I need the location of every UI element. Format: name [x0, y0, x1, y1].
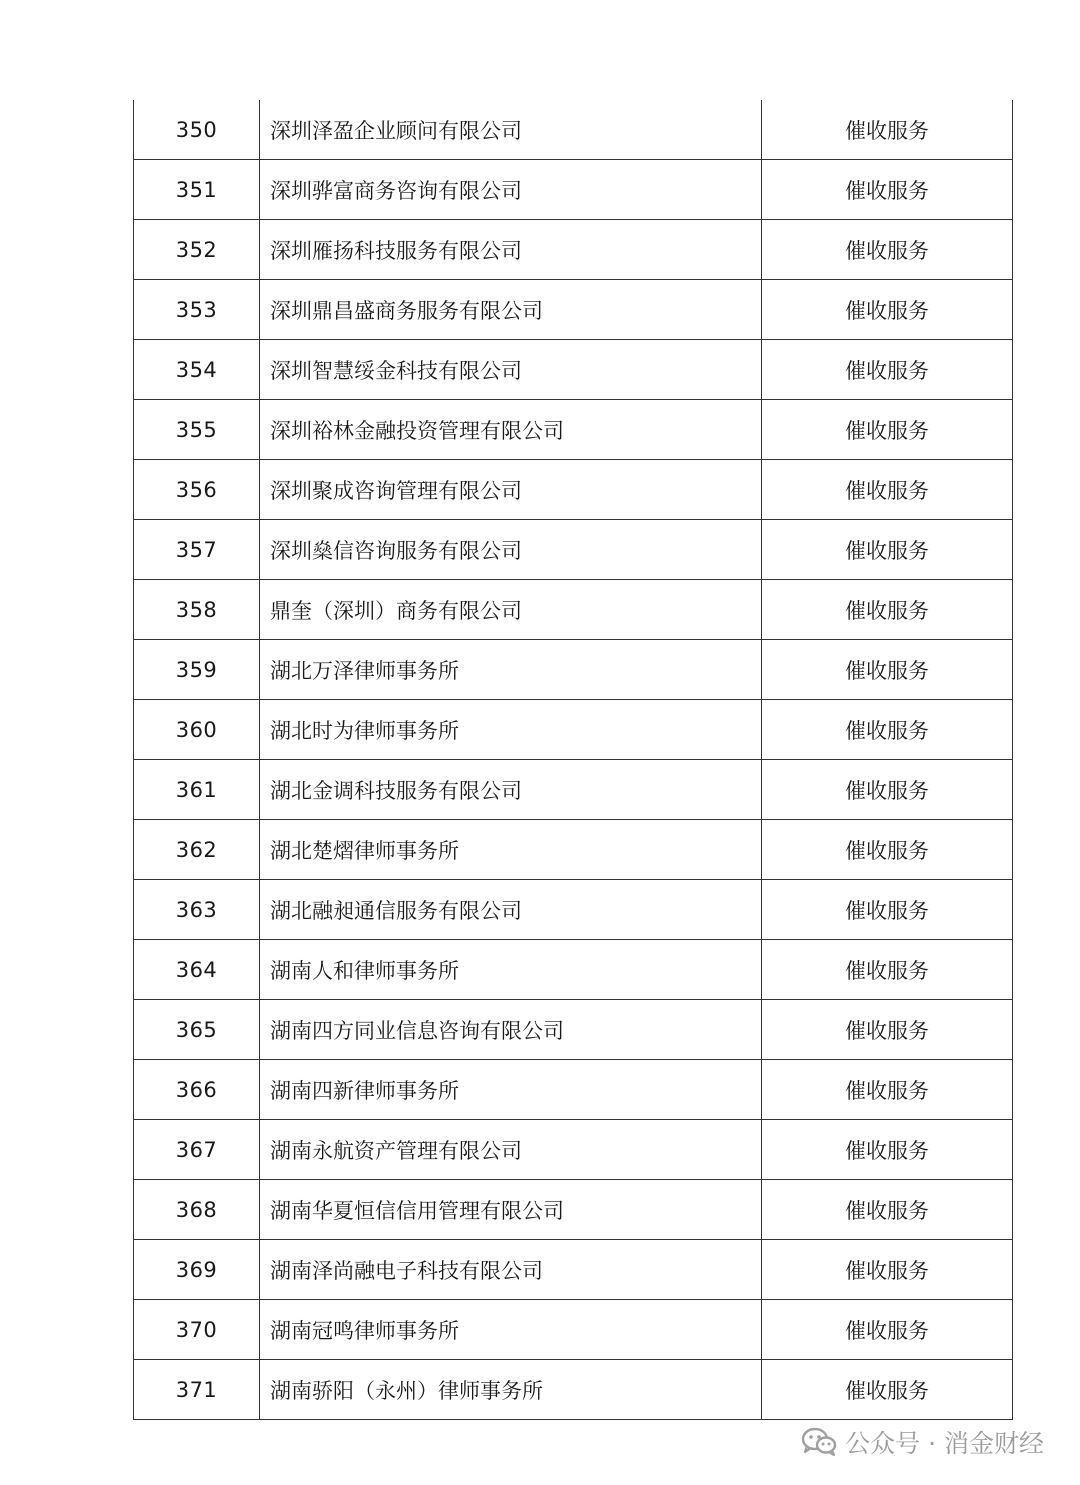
service-type: 催收服务 [762, 1240, 1013, 1300]
company-name: 湖南骄阳（永州）律师事务所 [260, 1360, 762, 1420]
row-number: 364 [134, 940, 260, 1000]
row-number: 361 [134, 760, 260, 820]
company-table [133, 100, 1013, 1420]
service-type: 催收服务 [762, 1360, 1013, 1420]
table-row [134, 880, 1013, 940]
company-name: 湖北万泽律师事务所 [260, 640, 762, 700]
company-name: 深圳智慧绥金科技有限公司 [260, 340, 762, 400]
company-name: 湖南冠鸣律师事务所 [260, 1300, 762, 1360]
table-row [134, 760, 1013, 820]
row-number: 371 [134, 1360, 260, 1420]
watermark-text: 公众号 · 消金财经 [845, 1429, 1044, 1458]
table-row [134, 1360, 1013, 1420]
service-type: 催收服务 [762, 400, 1013, 460]
company-name: 深圳鼎昌盛商务服务有限公司 [260, 280, 762, 340]
service-type: 催收服务 [762, 880, 1013, 940]
row-number: 366 [134, 1060, 260, 1120]
service-type: 催收服务 [762, 760, 1013, 820]
row-number: 354 [134, 340, 260, 400]
company-name: 湖北时为律师事务所 [260, 700, 762, 760]
service-type: 催收服务 [762, 820, 1013, 880]
row-number: 357 [134, 520, 260, 580]
row-number: 353 [134, 280, 260, 340]
company-name: 深圳泽盈企业顾问有限公司 [260, 100, 762, 160]
service-type: 催收服务 [762, 940, 1013, 1000]
table-row [134, 220, 1013, 280]
service-type: 催收服务 [762, 1120, 1013, 1180]
row-number: 351 [134, 160, 260, 220]
table-row [134, 700, 1013, 760]
table-row [134, 460, 1013, 520]
table-row [134, 100, 1013, 160]
table-row [134, 1060, 1013, 1120]
wechat-icon [801, 1427, 837, 1457]
company-name: 湖南人和律师事务所 [260, 940, 762, 1000]
table-row [134, 940, 1013, 1000]
table-row [134, 520, 1013, 580]
row-number: 363 [134, 880, 260, 940]
row-number: 352 [134, 220, 260, 280]
service-type: 催收服务 [762, 280, 1013, 340]
row-number: 365 [134, 1000, 260, 1060]
row-number: 359 [134, 640, 260, 700]
row-number: 367 [134, 1120, 260, 1180]
company-name: 湖南永航资产管理有限公司 [260, 1120, 762, 1180]
company-name: 湖北融昶通信服务有限公司 [260, 880, 762, 940]
service-type: 催收服务 [762, 1180, 1013, 1240]
table-body [134, 100, 1013, 1420]
row-number: 360 [134, 700, 260, 760]
wechat-watermark [801, 1424, 1044, 1460]
service-type: 催收服务 [762, 520, 1013, 580]
row-number: 368 [134, 1180, 260, 1240]
table-row [134, 1180, 1013, 1240]
service-type: 催收服务 [762, 100, 1013, 160]
company-name: 深圳骅富商务咨询有限公司 [260, 160, 762, 220]
service-type: 催收服务 [762, 580, 1013, 640]
row-number: 369 [134, 1240, 260, 1300]
company-name: 深圳燊信咨询服务有限公司 [260, 520, 762, 580]
service-type: 催收服务 [762, 700, 1013, 760]
service-type: 催收服务 [762, 340, 1013, 400]
table-row [134, 820, 1013, 880]
company-name: 鼎奎（深圳）商务有限公司 [260, 580, 762, 640]
table-row [134, 160, 1013, 220]
service-type: 催收服务 [762, 220, 1013, 280]
row-number: 350 [134, 100, 260, 160]
table-row [134, 340, 1013, 400]
company-name: 湖南四方同业信息咨询有限公司 [260, 1000, 762, 1060]
table-row [134, 580, 1013, 640]
table-row [134, 1300, 1013, 1360]
company-name: 湖北金调科技服务有限公司 [260, 760, 762, 820]
company-name: 湖北楚熠律师事务所 [260, 820, 762, 880]
company-name: 湖南华夏恒信信用管理有限公司 [260, 1180, 762, 1240]
company-name: 深圳聚成咨询管理有限公司 [260, 460, 762, 520]
service-type: 催收服务 [762, 160, 1013, 220]
service-type: 催收服务 [762, 640, 1013, 700]
table-row [134, 400, 1013, 460]
row-number: 356 [134, 460, 260, 520]
row-number: 370 [134, 1300, 260, 1360]
company-name: 深圳雁扬科技服务有限公司 [260, 220, 762, 280]
table-row [134, 1000, 1013, 1060]
table-row [134, 1240, 1013, 1300]
company-name: 湖南四新律师事务所 [260, 1060, 762, 1120]
service-type: 催收服务 [762, 1000, 1013, 1060]
service-type: 催收服务 [762, 1060, 1013, 1120]
table-row [134, 640, 1013, 700]
row-number: 355 [134, 400, 260, 460]
table-row [134, 280, 1013, 340]
table-row [134, 1120, 1013, 1180]
row-number: 362 [134, 820, 260, 880]
company-name: 深圳裕林金融投资管理有限公司 [260, 400, 762, 460]
row-number: 358 [134, 580, 260, 640]
service-type: 催收服务 [762, 460, 1013, 520]
service-type: 催收服务 [762, 1300, 1013, 1360]
company-name: 湖南泽尚融电子科技有限公司 [260, 1240, 762, 1300]
